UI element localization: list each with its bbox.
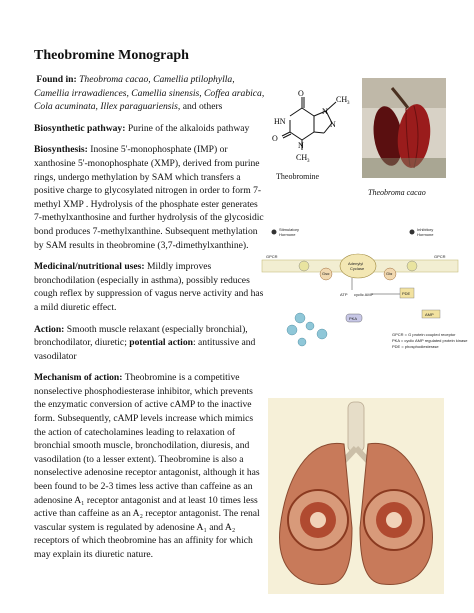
gs-label: Gsα: [322, 271, 330, 276]
medicinal-text: Mildly improves bronchodilation (especially in asthma), possibly reduces cough reflex by suppression of vagus nerve activity and has a mild diuretic effect.: [34, 261, 264, 313]
biosynthetic-label: Biosynthetic pathway:: [34, 122, 126, 134]
n-bottom-label: N: [298, 141, 304, 150]
found-in-text: Theobroma cacao, Camellia ptilophylla, Camellia irrawadiences, Camellia sinensis, Coffea arabica, Cola acuminata, Illex paraguariensis,: [34, 74, 265, 113]
molecule-caption: Theobromine: [276, 172, 320, 181]
found-in-paragraph: [34, 73, 266, 114]
page-title: Theobromine Monograph: [34, 48, 189, 63]
medicinal-paragraph: [34, 260, 266, 314]
pde-label: PDE: [402, 291, 411, 296]
text-column: [34, 73, 266, 570]
biosynthesis-label: Biosynthesis:: [34, 144, 88, 156]
pka-label: PKA: [349, 316, 358, 321]
atp-label: ATP: [340, 292, 348, 297]
inhibitory-hormone-dot: [410, 230, 415, 235]
medicinal-label: Medicinal/nutritional uses:: [34, 261, 145, 273]
hn-label: HN: [274, 117, 286, 126]
n-ring-label: N: [330, 120, 336, 129]
found-in-label: Found in:: [36, 74, 77, 85]
gpcr-left-label: GPCR: [266, 254, 278, 259]
biosynthetic-paragraph: [34, 122, 266, 136]
stimulatory-label-2: Hormone: [279, 232, 296, 237]
mechanism-label: Mechanism of action:: [34, 372, 123, 384]
stimulatory-label: Stimulatory: [279, 227, 300, 232]
gpcr-right-label: GPCR: [434, 254, 446, 259]
legend-line-2: PKA = cyclic AMP regulated protein kinase: [392, 338, 468, 343]
oxygen-left-label: O: [272, 134, 278, 143]
ch3-top-label: CH: [336, 95, 348, 104]
cacao-pod-image: [362, 78, 446, 178]
ch3-bottom-sub: 3: [307, 159, 310, 164]
potential-text: : antitussive and vasodilator: [34, 337, 256, 362]
mechanism-text: Theobromine is a competitive nonselective phosphodiesterase inhibitor, which prevents the enzymatic conversion of active cAMP to the inactive form. Subsequently, cAMP levels increase which mimics the action of catecholamines leading to relaxation of bronchial smooth muscle, bronchodilation, diuresis, and vasodilation (to a lesser extent). Theobromine is also a nonselective adenosine receptor antagonist, although it has been found to be 2-3 times less active than caffeine as an adenosine A₁ receptor antagonist and at least 10 times less active than caffeine as an A₂ receptor antagonist. The renal vascular system is regulated by adenosine A₁ and A₂ receptors of which theobromine has an affinity for which may explain its diuretic nature.: [34, 372, 260, 560]
theobromine-structure-diagram: [268, 88, 358, 168]
adenylyl-label: Adenylyl: [348, 261, 364, 266]
n-top-label: N: [322, 107, 328, 116]
ch3-top-sub: 3: [347, 101, 350, 106]
action-paragraph: [34, 323, 266, 364]
ch3-bottom-label: CH: [296, 153, 308, 162]
biosynthetic-text: Purine of the alkaloids pathway: [127, 122, 250, 134]
inhibitory-label: Inhibitory: [417, 227, 434, 232]
legend-line-1: GPCR = G protein coupled receptor: [392, 332, 456, 337]
cacao-caption: Theobroma cacao: [368, 188, 426, 197]
stimulatory-hormone-dot: [272, 230, 277, 235]
action-label: Action:: [34, 323, 65, 335]
camp-pathway-diagram: [262, 226, 468, 356]
biosynthesis-text: Inosine 5'-monophosphate (IMP) or xanthosine 5'-monophosphate (XMP), derived from purine rings, undergo methylation by SAM which transfers a positive charge to glycosylated nitrogen in order to form 7-methyl XMP . Hydrolysis of the phosphate ester generates 7-methylxanthosine and further hydrolysis of the glycosidic bond produces 7-methylxanthine. Subsequent methylation by SAM results in theobromine (3,7-dimethylxanthine).: [34, 144, 264, 251]
amp-label: AMP: [425, 312, 434, 317]
legend-line-3: PDE = phosphodiesterase: [392, 344, 439, 349]
gi-label: Giα: [386, 271, 393, 276]
oxygen-top-label: O: [298, 89, 304, 98]
inhibitory-label-2: Hormone: [417, 232, 434, 237]
cyclase-label: Cyclase: [350, 266, 365, 271]
lungs-illustration: [268, 398, 444, 594]
camp-label: cyclic AMP: [354, 292, 374, 297]
potential-label: potential action: [129, 337, 193, 349]
found-in-tail: and others: [182, 101, 223, 113]
biosynthesis-paragraph: [34, 143, 266, 252]
action-text: Smooth muscle relaxant (especially bronchial), bronchodilator, diuretic;: [34, 323, 248, 349]
mechanism-paragraph: [34, 371, 266, 561]
